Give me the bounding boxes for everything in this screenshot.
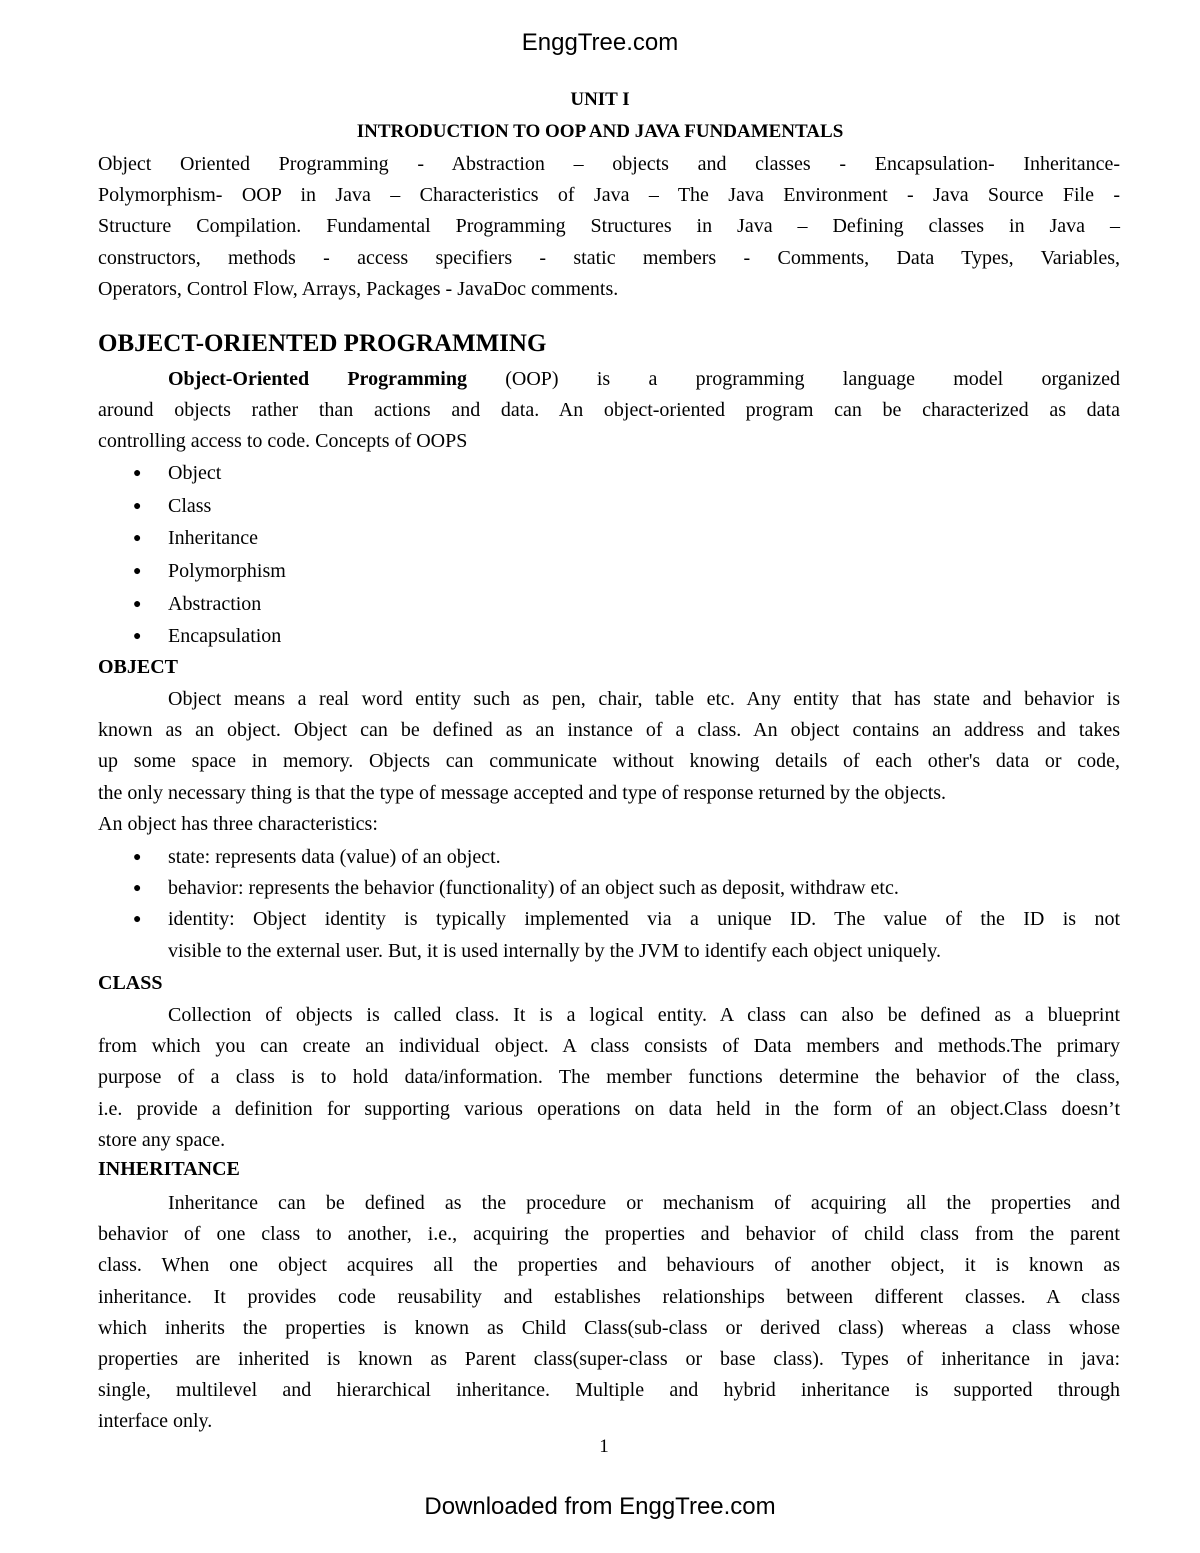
text-line: Polymorphism bbox=[168, 560, 286, 583]
section-heading-object: OBJECT bbox=[98, 656, 179, 678]
bullet-icon: ● bbox=[133, 629, 142, 645]
text-line: Object means a real word entity such as pen, chair, table etc. Any entity that has state and behavior is bbox=[168, 688, 1120, 710]
text-line: identity: Object identity is typically implemented via a unique ID. The value of the ID is not bbox=[168, 908, 1120, 931]
text-line: Inheritance bbox=[168, 527, 258, 550]
text-line: purpose of a class is to hold data/information. The member functions determine the behavior of the class, bbox=[98, 1066, 1120, 1089]
text-line: properties are inherited is known as Parent class(super-class or base class). Types of inheritance in java: bbox=[98, 1347, 1120, 1370]
list-item bbox=[133, 458, 1120, 489]
bullet-icon: ● bbox=[133, 912, 142, 928]
text-line: state: represents data (value) of an object. bbox=[168, 846, 501, 868]
text-line: Inheritance can be defined as the procedure or mechanism of acquiring all the properties and bbox=[168, 1192, 1120, 1214]
text-line: constructors, methods - access specifiers - static members - Comments, Data Types, Variables, bbox=[98, 246, 1120, 269]
text-line: Operators, Control Flow, Arrays, Packages - JavaDoc comments. bbox=[98, 277, 619, 300]
text-line: inheritance. It provides code reusability and establishes relationships between different classes. A class bbox=[98, 1285, 1120, 1308]
text-line: interface only. bbox=[98, 1410, 213, 1433]
list-item bbox=[133, 491, 1120, 522]
text-line: class. When one object acquires all the properties and behaviours of another object, it is known as bbox=[98, 1254, 1120, 1277]
section-heading-inheritance: INHERITANCE bbox=[98, 1158, 240, 1180]
object-paragraph bbox=[98, 684, 1120, 840]
bullet-icon: ● bbox=[133, 531, 142, 547]
text-line: Encapsulation bbox=[168, 625, 282, 648]
page-number: 1 bbox=[599, 1436, 609, 1457]
bullet-icon: ● bbox=[133, 881, 142, 897]
text-line: behavior of one class to another, i.e., acquiring the properties and behavior of child class from the parent bbox=[98, 1223, 1120, 1246]
text-line: around objects rather than actions and data. An object-oriented program can be characterized as data bbox=[98, 399, 1120, 422]
unit-title: INTRODUCTION TO OOP AND JAVA FUNDAMENTALS bbox=[356, 121, 844, 142]
class-paragraph bbox=[98, 1000, 1120, 1156]
text-line: which inherits the properties is known as Child Class(sub-class or derived class) whereas a class whose bbox=[98, 1316, 1120, 1339]
inheritance-paragraph bbox=[98, 1188, 1120, 1438]
text-line: the only necessary thing is that the type of message accepted and type of response returned by the objects. bbox=[98, 781, 947, 804]
text-line: Abstraction bbox=[168, 592, 262, 615]
oop-paragraph bbox=[98, 364, 1120, 458]
site-footer: Downloaded from EnggTree.com bbox=[424, 1493, 776, 1520]
text-line: single, multilevel and hierarchical inheritance. Multiple and hybrid inheritance is supported through bbox=[98, 1379, 1120, 1402]
oop-concepts-list bbox=[133, 458, 1120, 654]
text-line: An object has three characteristics: bbox=[98, 812, 378, 835]
list-item bbox=[133, 904, 1120, 966]
text-line: Polymorphism- OOP in Java – Characteristics of Java – The Java Environment - Java Source File - bbox=[98, 184, 1120, 207]
bold-term: Object-Oriented Programming bbox=[168, 368, 467, 390]
bullet-icon: ● bbox=[133, 596, 142, 612]
site-header: EnggTree.com bbox=[521, 29, 679, 56]
text-line: controlling access to code. Concepts of OOPS bbox=[98, 430, 468, 453]
text-line: from which you can create an individual object. A class consists of Data members and methods.The primary bbox=[98, 1035, 1120, 1058]
list-item bbox=[133, 621, 1120, 652]
text-line: Class bbox=[168, 494, 212, 517]
list-item bbox=[133, 523, 1120, 554]
bullet-icon: ● bbox=[133, 564, 142, 580]
bullet-icon: ● bbox=[133, 466, 142, 481]
syllabus-paragraph bbox=[98, 149, 1120, 305]
text-line: Collection of objects is called class. It is a logical entity. A class can also be defined as a blueprint bbox=[168, 1004, 1120, 1026]
text-line: Structure Compilation. Fundamental Programming Structures in Java – Defining classes in Java – bbox=[98, 215, 1120, 238]
text-line bbox=[98, 364, 1120, 395]
list-item bbox=[133, 589, 1120, 620]
list-item bbox=[133, 556, 1120, 587]
unit-label: UNIT I bbox=[570, 89, 630, 110]
list-item bbox=[133, 873, 1120, 904]
text-span: (OOP) is a programming language model organized bbox=[505, 368, 1120, 390]
text-line: visible to the external user. But, it is used internally by the JVM to identify each object uniquely. bbox=[168, 939, 941, 962]
section-heading-oop: OBJECT-ORIENTED PROGRAMMING bbox=[98, 330, 547, 357]
text-line: known as an object. Object can be defined as an instance of a class. An object contains an address and takes bbox=[98, 719, 1120, 742]
text-line: Object bbox=[168, 462, 222, 484]
list-item bbox=[133, 842, 1120, 873]
section-heading-class: CLASS bbox=[98, 972, 163, 994]
text-line: behavior: represents the behavior (functionality) of an object such as deposit, withdraw etc. bbox=[168, 877, 899, 900]
object-characteristics-list bbox=[133, 842, 1120, 967]
bullet-icon: ● bbox=[133, 850, 142, 865]
text-line: Object Oriented Programming - Abstraction – objects and classes - Encapsulation- Inheritance- bbox=[98, 153, 1120, 175]
text-line: i.e. provide a definition for supporting various operations on data held in the form of an object.Class doesn’t bbox=[98, 1097, 1120, 1120]
text-line: store any space. bbox=[98, 1128, 226, 1151]
bullet-icon: ● bbox=[133, 498, 142, 514]
text-line: up some space in memory. Objects can communicate without knowing details of each other's data or code, bbox=[98, 750, 1120, 773]
